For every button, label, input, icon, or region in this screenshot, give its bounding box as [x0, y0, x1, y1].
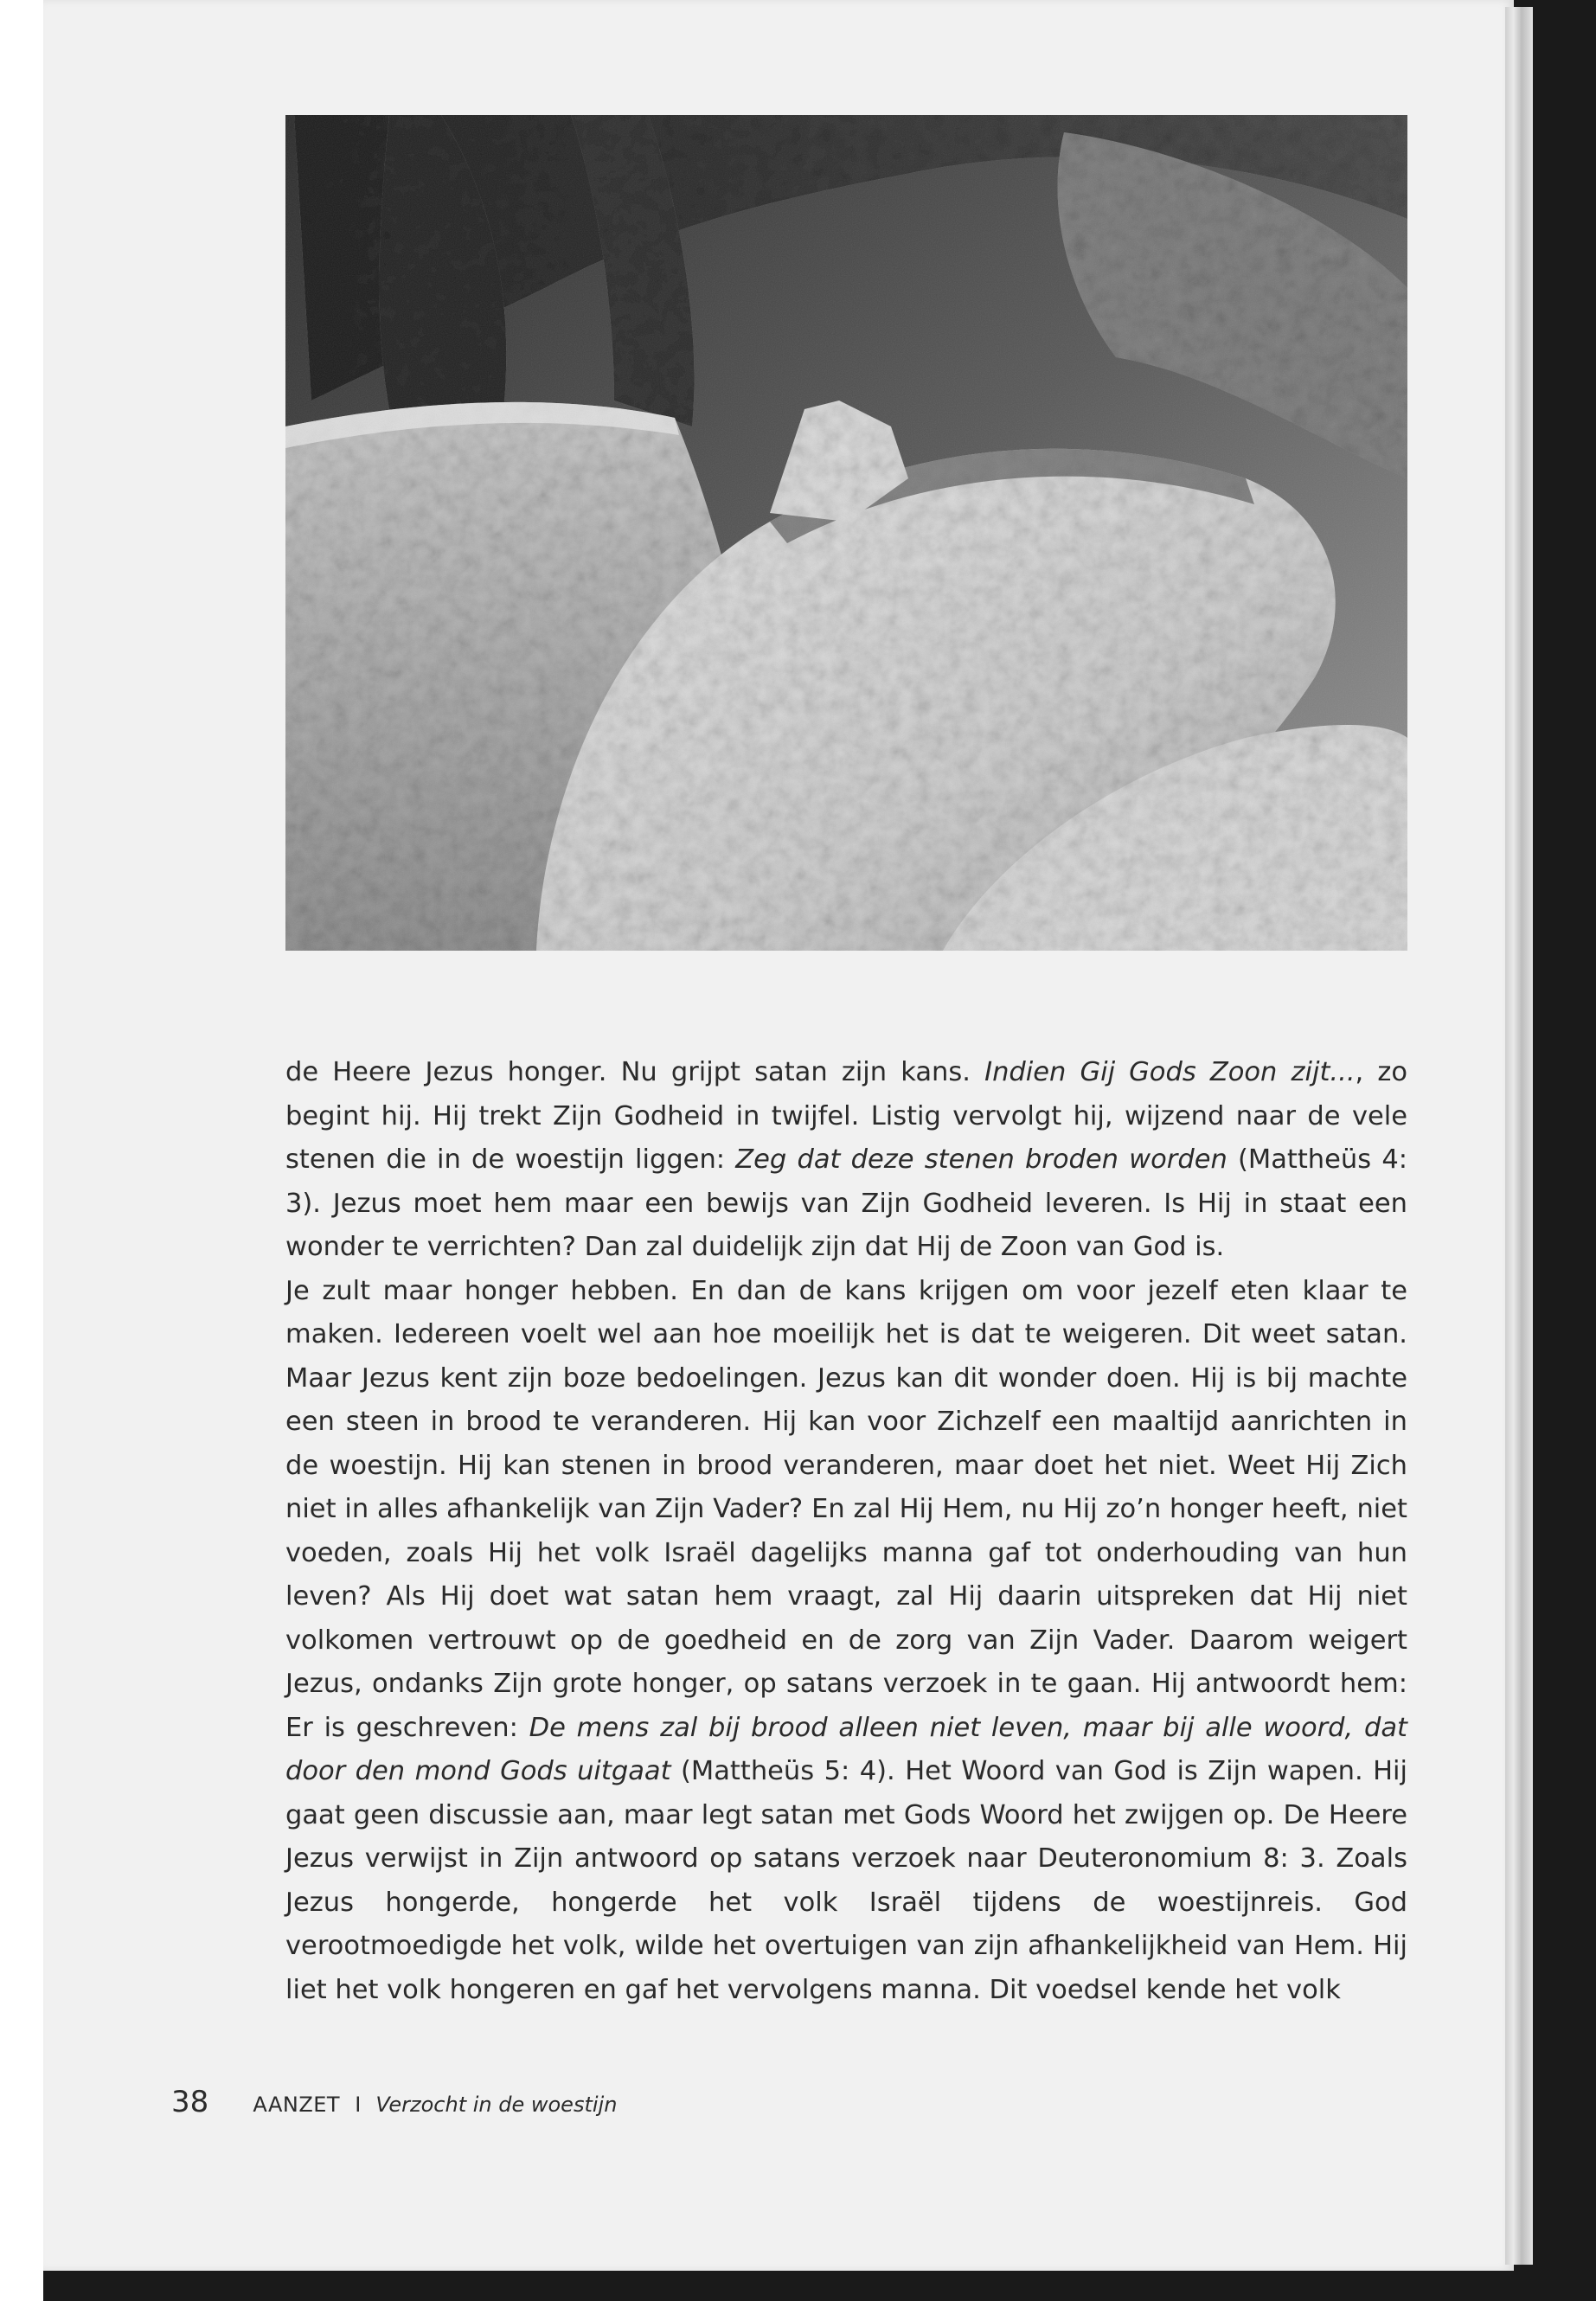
running-header-chapter: Verzocht in de woestijn — [375, 2093, 618, 2117]
italic-quote: De mens zal bij brood alleen niet leven, maar bij alle woord, dat door den mond Gods uitgaat — [285, 1712, 1407, 1786]
bread-illustration — [285, 115, 1407, 951]
paragraph-2 — [285, 1270, 1407, 2013]
text-run: (Mattheüs 5: 4). Het Woord van God is Zijn wapen. Hij gaat geen discussie aan, maar legt satan met Gods Woord het zwijgen op. De Heere Jezus verwijst in Zijn antwoord op satans verzoek naar Deuteronomium 8: 3. Zoals Jezus hongerde, hongerde het volk Israël tijdens de woestijnreis. God verootmoedigde het volk, wilde het overtuigen van zijn afhankelijkheid van Hem. Hij liet het volk hongeren en gaf het vervolgens manna. Dit voedsel kende het volk — [285, 1756, 1408, 2005]
page-number: 38 — [171, 2085, 209, 2119]
running-header-separator: I — [355, 2093, 362, 2117]
page-edge — [1505, 7, 1533, 2265]
scan-margin — [0, 0, 43, 2301]
page-footer — [171, 2085, 617, 2119]
text-run: , zo begint hij. Hij trekt Zijn Godheid in twijfel. Listig vervolgt hij, wijzend naar de vele stenen die in de woestijn liggen: — [285, 1057, 1408, 1175]
paragraph-1 — [285, 1051, 1407, 1270]
body-text — [285, 1051, 1407, 2012]
text-run: (Mattheüs 4: 3). Jezus moet hem maar een bewijs van Zijn Godheid leveren. Is Hij in staat een wonder te verrichten? Dan zal duidelijk zijn dat Hij de Zoon van God is. — [285, 1144, 1407, 1262]
text-run: Je zult maar honger hebben. En dan de kans krijgen om voor jezelf eten klaar te maken. Iedereen voelt wel aan hoe moeilijk het is dat te weigeren. Dit weet satan. Maar Jezus kent zijn boze bedoelingen. Jezus kan dit wonder doen. Hij is bij machte een steen in brood te veranderen. Hij kan voor Zichzelf een maaltijd aanrichten in de woestijn. Hij kan stenen in brood veranderen, maar doet het niet. Weet Hij Zich niet in alles afhankelijk van Zijn Vader? En zal Hij Hem, nu Hij zo’n honger heeft, niet voeden, zoals Hij het volk Israël dagelijks manna gaf tot onderhouding van hun leven? Als Hij doet wat satan hem vraagt, zal Hij daarin uitspreken dat Hij niet volkomen vertrouwt op de goedheid en de zorg van Zijn Vader. Daarom weigert Jezus, ondanks Zijn grote honger, op satans verzoek in te gaan. Hij antwoordt hem: Er is geschreven: — [285, 1275, 1407, 1743]
italic-quote: Indien Gij Gods Zoon zijt... — [984, 1057, 1356, 1087]
italic-quote: Zeg dat deze stenen broden worden — [735, 1144, 1227, 1175]
bread-photo — [285, 115, 1407, 951]
running-header-series: AANZET — [253, 2093, 341, 2117]
text-run: de Heere Jezus honger. Nu grijpt satan zijn kans. — [285, 1057, 985, 1087]
